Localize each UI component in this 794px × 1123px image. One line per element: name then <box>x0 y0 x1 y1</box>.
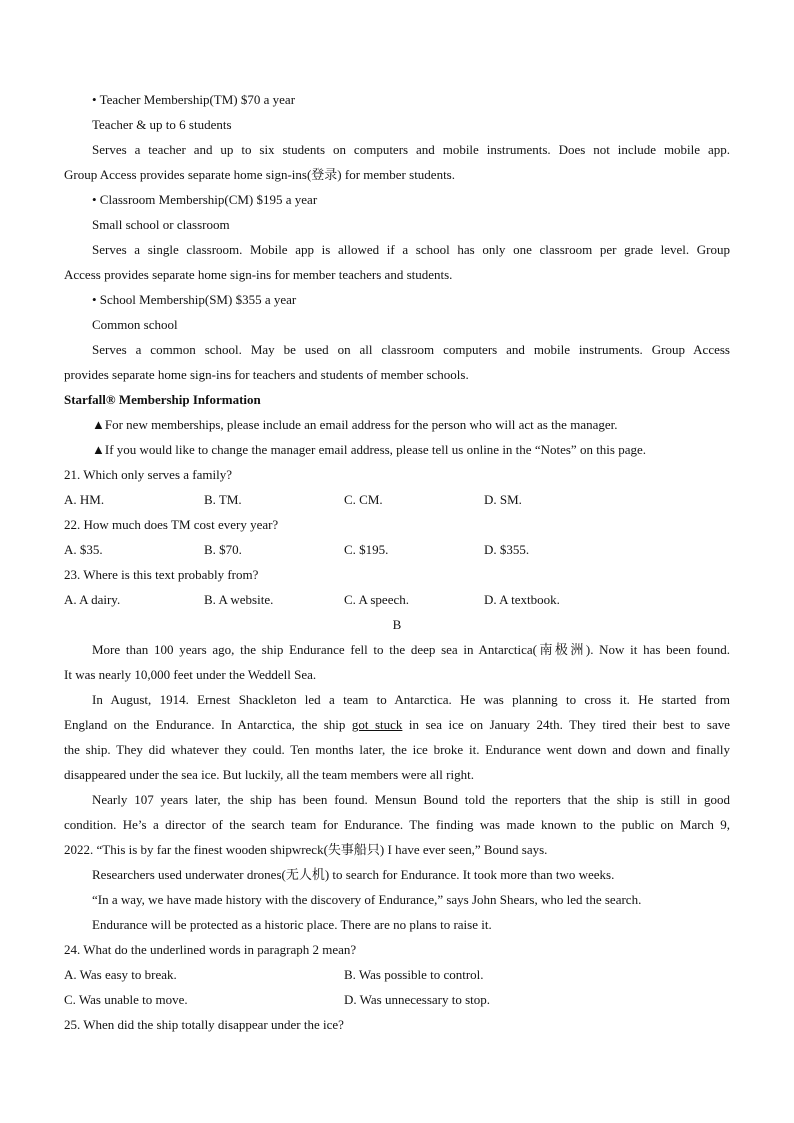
question-21-options <box>64 487 730 512</box>
passage-p1-line1: More than 100 years ago, the ship Endurance fell to the deep sea in Antarctica(南极洲). Now it has been found. <box>92 642 730 657</box>
question-24-options-row2 <box>64 987 730 1012</box>
passage-p2-line3: the ship. They did whatever they could. Ten months later, the ice broke it. Endurance went down and down and finally <box>64 742 730 757</box>
membership-desc-tm-line1: Serves a teacher and up to six students on computers and mobile instruments. Does not include mobile app. <box>92 142 730 157</box>
section-b-label: B <box>392 617 402 632</box>
option-c: C. CM. <box>344 492 383 507</box>
membership-desc-cm-line1: Serves a single classroom. Mobile app is allowed if a school has only one classroom per grade level. Group <box>92 242 730 257</box>
passage-p2-line2-post: in sea ice on January 24th. They tired their best to save <box>402 717 730 732</box>
option-d: D. $355. <box>484 542 530 557</box>
option-d: D. A textbook. <box>484 592 560 607</box>
membership-subtitle-tm: Teacher & up to 6 students <box>92 117 232 132</box>
passage-p1-line2: It was nearly 10,000 feet under the Weddell Sea. <box>64 667 317 682</box>
question-22-options <box>64 537 730 562</box>
document-page <box>64 87 730 1037</box>
option-b: B. TM. <box>204 492 242 507</box>
membership-subtitle-sm: Common school <box>92 317 178 332</box>
question-25: 25. When did the ship totally disappear under the ice? <box>64 1017 344 1032</box>
option-a: A. $35. <box>64 542 103 557</box>
question-24-options-row1 <box>64 962 730 987</box>
passage-p3-line2: condition. He’s a director of the search team for Endurance. The finding was made known to the public on March 9, <box>64 817 730 832</box>
membership-title-tm: • Teacher Membership(TM) $70 a year <box>92 92 296 107</box>
passage-p2-line2-pre: England on the Endurance. In Antarctica, the ship <box>64 717 352 732</box>
question-22: 22. How much does TM cost every year? <box>64 517 279 532</box>
option-d: D. SM. <box>484 492 522 507</box>
question-23: 23. Where is this text probably from? <box>64 567 259 582</box>
passage-p6: Endurance will be protected as a historic place. There are no plans to raise it. <box>92 917 492 932</box>
option-c: C. A speech. <box>344 592 409 607</box>
passage-p2-line1: In August, 1914. Ernest Shackleton led a team to Antarctica. He was planning to cross it. He started from <box>92 692 730 707</box>
passage-p5: “In a way, we have made history with the discovery of Endurance,” says John Shears, who led the search. <box>92 892 642 907</box>
option-a: A. HM. <box>64 492 105 507</box>
passage-p2-line4: disappeared under the sea ice. But luckily, all the team members were all right. <box>64 767 474 782</box>
passage-p2-line2 <box>64 712 730 737</box>
option-b: B. Was possible to control. <box>344 967 484 982</box>
passage-p4: Researchers used underwater drones(无人机) to search for Endurance. It took more than two weeks. <box>92 867 615 882</box>
passage-p3-line1: Nearly 107 years later, the ship has been found. Mensun Bound told the reporters that the ship is still in good <box>92 792 730 807</box>
membership-desc-sm-line2: provides separate home sign-ins for teachers and students of member schools. <box>64 367 469 382</box>
option-c: C. Was unable to move. <box>64 992 188 1007</box>
membership-title-cm: • Classroom Membership(CM) $195 a year <box>92 192 318 207</box>
option-b: B. $70. <box>204 542 242 557</box>
passage-p3-line3: 2022. “This is by far the finest wooden shipwreck(失事船只) I have ever seen,” Bound says. <box>64 842 548 857</box>
membership-info-heading: Starfall® Membership Information <box>64 392 261 407</box>
question-24: 24. What do the underlined words in paragraph 2 mean? <box>64 942 357 957</box>
membership-desc-sm-line1: Serves a common school. May be used on all classroom computers and mobile instruments. Group Access <box>92 342 730 357</box>
question-21: 21. Which only serves a family? <box>64 467 232 482</box>
option-c: C. $195. <box>344 542 389 557</box>
membership-desc-tm-line2: Group Access provides separate home sign-ins(登录) for member students. <box>64 167 455 182</box>
option-b: B. A website. <box>204 592 274 607</box>
membership-subtitle-cm: Small school or classroom <box>92 217 230 232</box>
underlined-words: got stuck <box>351 717 403 732</box>
info-note-change: ▲If you would like to change the manager email address, please tell us online in the “Notes” on this page. <box>92 442 647 457</box>
option-a: A. Was easy to break. <box>64 967 177 982</box>
membership-desc-cm-line2: Access provides separate home sign-ins for member teachers and students. <box>64 267 453 282</box>
question-23-options <box>64 587 730 612</box>
info-note-new: ▲For new memberships, please include an email address for the person who will act as the manager. <box>92 417 618 432</box>
option-d: D. Was unnecessary to stop. <box>344 992 491 1007</box>
option-a: A. A dairy. <box>64 592 121 607</box>
membership-title-sm: • School Membership(SM) $355 a year <box>92 292 297 307</box>
